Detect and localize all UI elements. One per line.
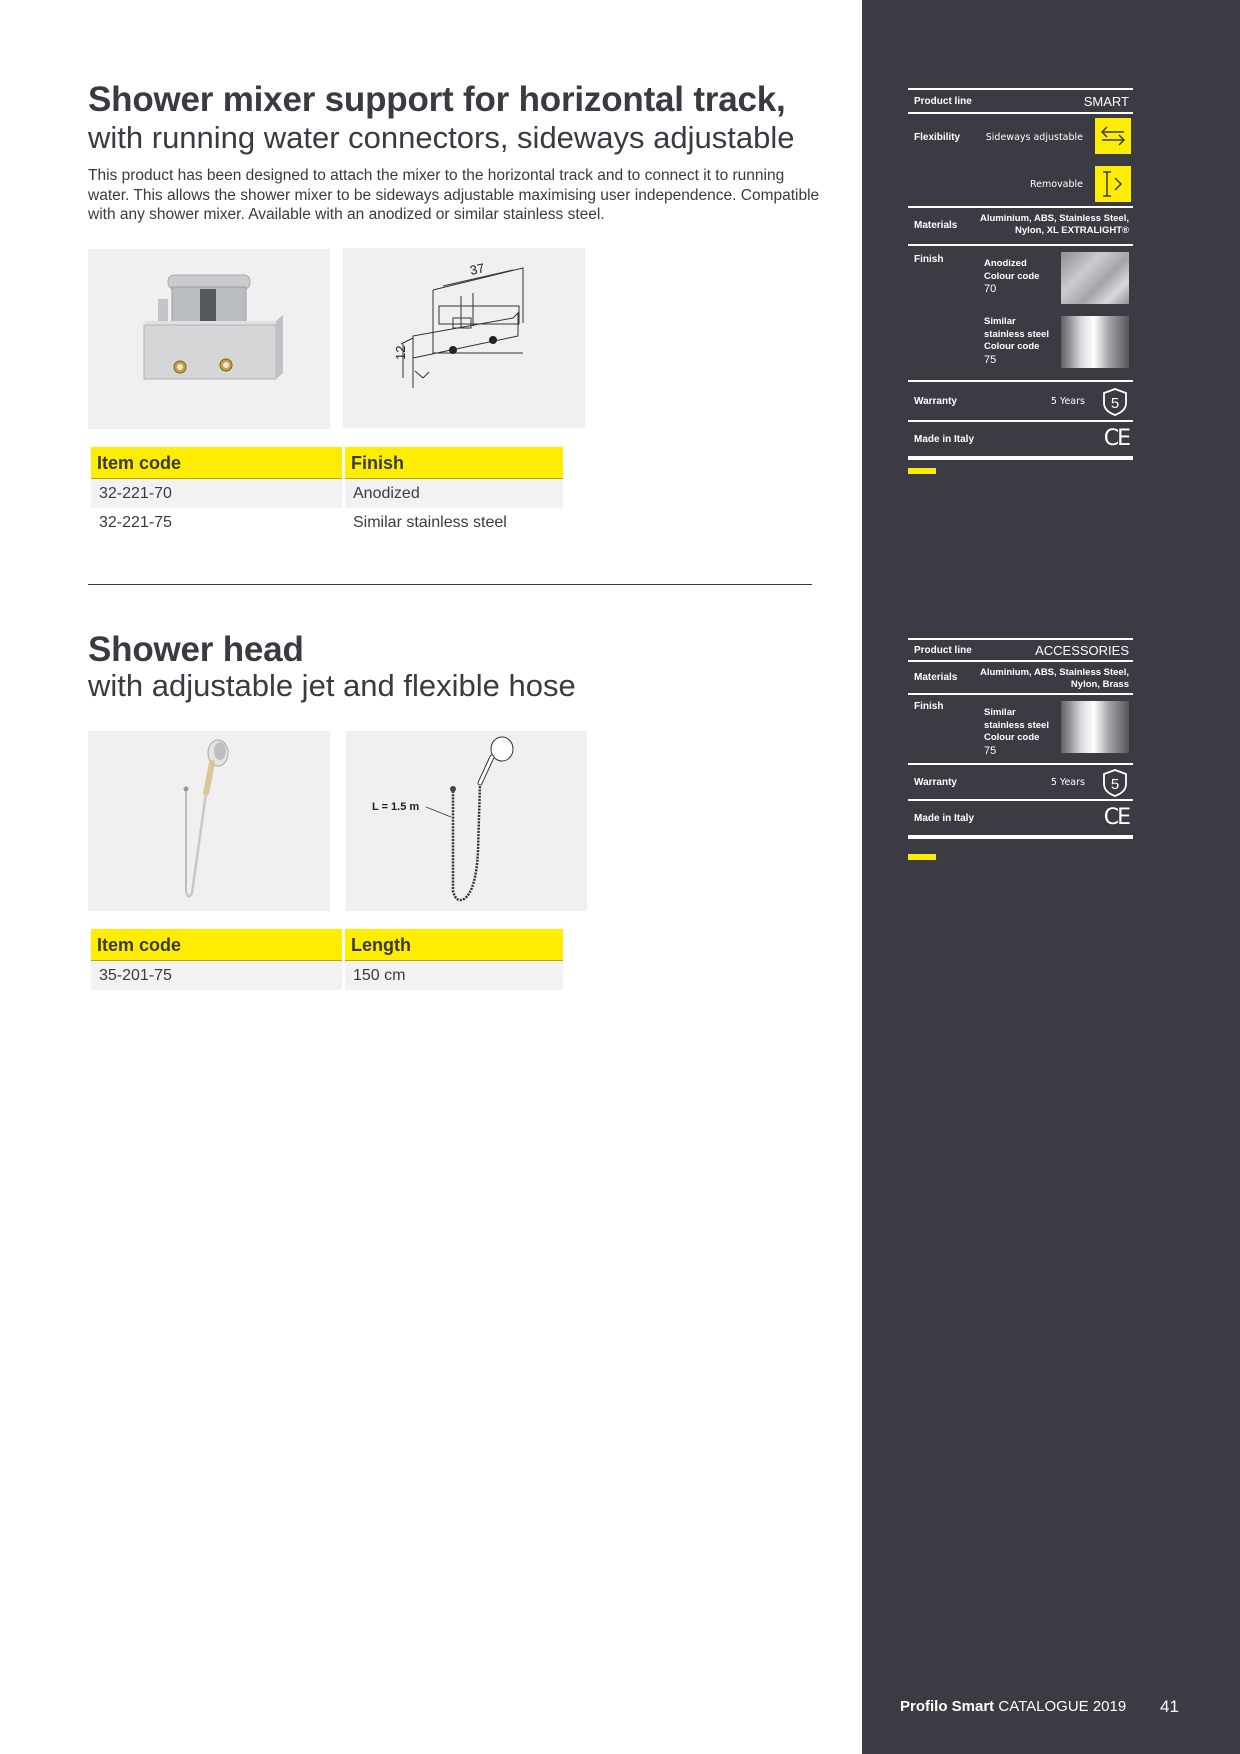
product1-description: This product has been designed to attach the mixer to the horizontal track and to connect it to running water. This allows the shower mixer to be sideways adjustable maximising user independence. Compatible with any shower mixer. Available with an anodized or similar stainless steel.: [88, 167, 820, 223]
anodized-swatch: [1061, 252, 1129, 304]
finish-row: [908, 693, 1133, 763]
item-code-cell: 32-221-70: [91, 479, 342, 508]
svg-text:12: 12: [393, 345, 408, 360]
shower-head-drawing-icon: [346, 731, 587, 911]
table-header: Length: [345, 929, 563, 961]
panel-bottom-rule: [908, 835, 1133, 839]
finish-row: [908, 244, 1133, 380]
table-header: Finish: [345, 447, 563, 479]
sideways-adjustable-icon: [1095, 118, 1131, 154]
finish-cell: Anodized: [345, 479, 563, 508]
product2-title: Shower head: [88, 630, 304, 669]
materials-value: Aluminium, ABS, Stainless Steel, Nylon, Brass: [979, 667, 1129, 690]
materials-label: Materials: [914, 220, 958, 231]
product2-spec-table: [88, 929, 566, 990]
finish-stainless-text: Similar stainless steel Colour code 75: [984, 316, 1049, 366]
ce-mark-icon: CE: [1103, 426, 1129, 451]
table-row: [91, 508, 563, 537]
finish-anodized-text: Anodized Colour code 70: [984, 258, 1040, 295]
shower-head-render-icon: [88, 731, 330, 911]
warranty-label: Warranty: [914, 396, 957, 407]
svg-text:5: 5: [1110, 395, 1120, 412]
product1-photo: [88, 249, 330, 429]
warranty-row: [908, 763, 1133, 799]
page-number: 41: [1160, 1697, 1179, 1716]
made-in-italy-row: [908, 420, 1133, 456]
product2-subtitle: with adjustable jet and flexible hose: [88, 668, 576, 703]
finish-cell: Similar stainless steel: [353, 514, 507, 531]
footer-catalogue: [900, 1698, 1126, 1715]
materials-value: Aluminium, ABS, Stainless Steel, Nylon, XL EXTRALIGHT®: [979, 213, 1129, 236]
product1-title: Shower mixer support for horizontal track,: [88, 80, 786, 119]
removable-icon: [1095, 166, 1131, 202]
materials-row: [908, 660, 1133, 693]
product-line-value: ACCESSORIES: [1035, 643, 1129, 658]
product1-drawing: [343, 248, 585, 428]
mixer-support-render-icon: [88, 249, 330, 429]
made-in-italy-row: [908, 799, 1133, 835]
made-in-italy-label: Made in Italy: [914, 813, 975, 824]
warranty-value: 5 Years: [1050, 396, 1085, 407]
finish-label: Finish: [914, 254, 944, 265]
product-line-value: SMART: [1083, 94, 1129, 109]
hose-length-label: L = 1.5 m: [372, 801, 420, 813]
product2-info-panel: [908, 638, 1133, 839]
item-code-cell: 35-201-75: [91, 961, 342, 990]
item-code-cell: 32-221-75: [99, 514, 172, 531]
stainless-swatch: [1061, 701, 1129, 753]
yellow-accent-mark: [908, 854, 936, 860]
ce-mark-icon: CE: [1103, 805, 1129, 830]
product-line-label: Product line: [914, 96, 972, 107]
product-line-label: Product line: [914, 645, 972, 656]
svg-text:5: 5: [1110, 776, 1120, 793]
product-line-row: [908, 638, 1133, 660]
product1-info-panel: [908, 88, 1133, 460]
flex-removable-label: Removable: [1029, 179, 1083, 190]
panel-bottom-rule: [908, 456, 1133, 460]
svg-text:37: 37: [468, 260, 486, 278]
flex-sideways-label: Sideways adjustable: [985, 132, 1083, 143]
table-header: Item code: [91, 929, 342, 961]
mixer-support-drawing-icon: [343, 248, 585, 428]
length-cell: 150 cm: [345, 961, 563, 990]
finish-stainless-text: Similar stainless steel Colour code 75: [984, 707, 1049, 757]
product2-drawing: [346, 731, 587, 911]
finish-label: Finish: [914, 701, 944, 712]
materials-label: Materials: [914, 672, 958, 683]
made-in-italy-label: Made in Italy: [914, 434, 975, 445]
product1-spec-table: [88, 447, 566, 537]
yellow-accent-mark: [908, 468, 936, 474]
section-divider: [88, 584, 812, 585]
product2-photo: [88, 731, 330, 911]
table-row: [91, 479, 563, 508]
footer-catalogue-label: CATALOGUE 2019: [998, 1698, 1127, 1715]
warranty-label: Warranty: [914, 777, 957, 788]
warranty-shield-icon: [1101, 768, 1129, 798]
materials-row: [908, 206, 1133, 244]
table-row: [91, 961, 563, 990]
flexibility-row: [908, 112, 1133, 206]
flexibility-label: Flexibility: [914, 132, 961, 143]
product-line-row: [908, 88, 1133, 112]
product1-subtitle: with running water connectors, sideways adjustable: [88, 120, 795, 155]
footer-brand: Profilo Smart: [900, 1698, 995, 1715]
table-header: Item code: [91, 447, 342, 479]
warranty-row: [908, 380, 1133, 420]
warranty-shield-icon: [1101, 387, 1129, 417]
warranty-value: 5 Years: [1050, 777, 1085, 788]
stainless-swatch: [1061, 316, 1129, 368]
